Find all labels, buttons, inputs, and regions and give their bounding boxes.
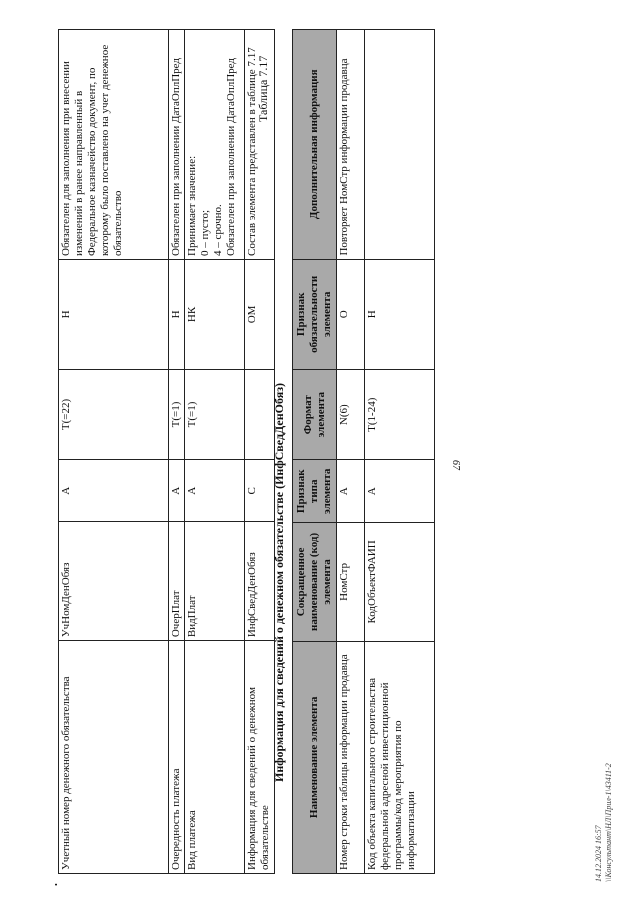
table-row	[169, 30, 185, 874]
cell-req: Н	[169, 259, 185, 369]
cell-info: Состав элемента представлен в таблице 7.17	[245, 30, 275, 260]
cell-info	[365, 30, 435, 260]
table-row	[365, 30, 435, 874]
cell-req: НК	[185, 259, 245, 369]
cell-format: T(=22)	[59, 369, 169, 459]
cell-type: А	[365, 460, 435, 523]
table-continuation	[58, 29, 275, 874]
table-row	[59, 30, 169, 874]
table-label: Таблица 7.17	[256, 55, 270, 122]
cell-type: А	[337, 460, 365, 523]
header-format: Формат элемента	[293, 370, 337, 460]
cell-info: Повторяет НомСтр информации продавца	[337, 30, 365, 260]
punch-mark: •	[52, 883, 61, 886]
cell-format: T(=1)	[169, 369, 185, 459]
cell-code: КодОбъектФАИП	[365, 523, 435, 641]
table-header-row	[293, 30, 337, 874]
cell-code: ВидПлат	[185, 522, 245, 641]
cell-info: Обязателен при заполнении ДатаОплПред	[169, 30, 185, 260]
cell-name: Номер строки таблицы информации продавца	[337, 641, 365, 873]
cell-name: Очередность платежа	[169, 641, 185, 874]
table-row	[245, 30, 275, 874]
cell-code: НомСтр	[337, 523, 365, 641]
cell-format: N(6)	[337, 370, 365, 460]
cell-code: УчНомДенОбяз	[59, 522, 169, 641]
cell-req: Н	[59, 259, 169, 369]
cell-name: Код объекта капитального строительства федеральной адресной инвестиционной программы/код мероприятия по информатизации	[365, 641, 435, 873]
table-row	[337, 30, 365, 874]
table-title: Информация для сведений о денежном обязательстве (ИнфСведДенОбяз)	[272, 382, 286, 782]
stamp-date: 14.12.2024 16:57	[594, 825, 603, 882]
header-info: Дополнительная информация	[293, 30, 337, 260]
header-code: Сокращенное наименование (код) элемента	[293, 523, 337, 641]
cell-type: А	[59, 460, 169, 522]
cell-code: ИнфСведДенОбяз	[245, 522, 275, 641]
table-7-17	[292, 29, 435, 874]
header-type: Признак типа элемента	[293, 460, 337, 523]
cell-type: А	[169, 460, 185, 522]
stamp-path: \\Консультант\НЛ\Прил-1\43411-2	[604, 763, 613, 882]
header-req: Признак обязательности элемента	[293, 259, 337, 370]
table-row	[185, 30, 245, 874]
cell-type: С	[245, 460, 275, 522]
header-name: Наименование элемента	[293, 641, 337, 873]
cell-code: ОчерПлат	[169, 522, 185, 641]
print-stamp	[594, 763, 614, 882]
cell-format	[245, 369, 275, 459]
cell-req: Н	[365, 259, 435, 370]
cell-info: Обязателен для заполнения при внесении изменений в ранее направленный в Федеральное казначейство документ, по которому было поставлено на учет денежное обязательство	[59, 30, 169, 260]
cell-name: Учетный номер денежного обязательства	[59, 641, 169, 874]
cell-format: T(=1)	[185, 369, 245, 459]
cell-name: Информация для сведений о денежном обязательстве	[245, 641, 275, 874]
cell-req: О	[337, 259, 365, 370]
cell-format: T(1-24)	[365, 370, 435, 460]
cell-type: А	[185, 460, 245, 522]
page-number: 67	[450, 460, 461, 470]
cell-req: ОМ	[245, 259, 275, 369]
cell-name: Вид платежа	[185, 641, 245, 874]
cell-info: Принимает значение: 0 – пусто; 4 – срочно. Обязателен при заполнении ДатаОплПред	[185, 30, 245, 260]
